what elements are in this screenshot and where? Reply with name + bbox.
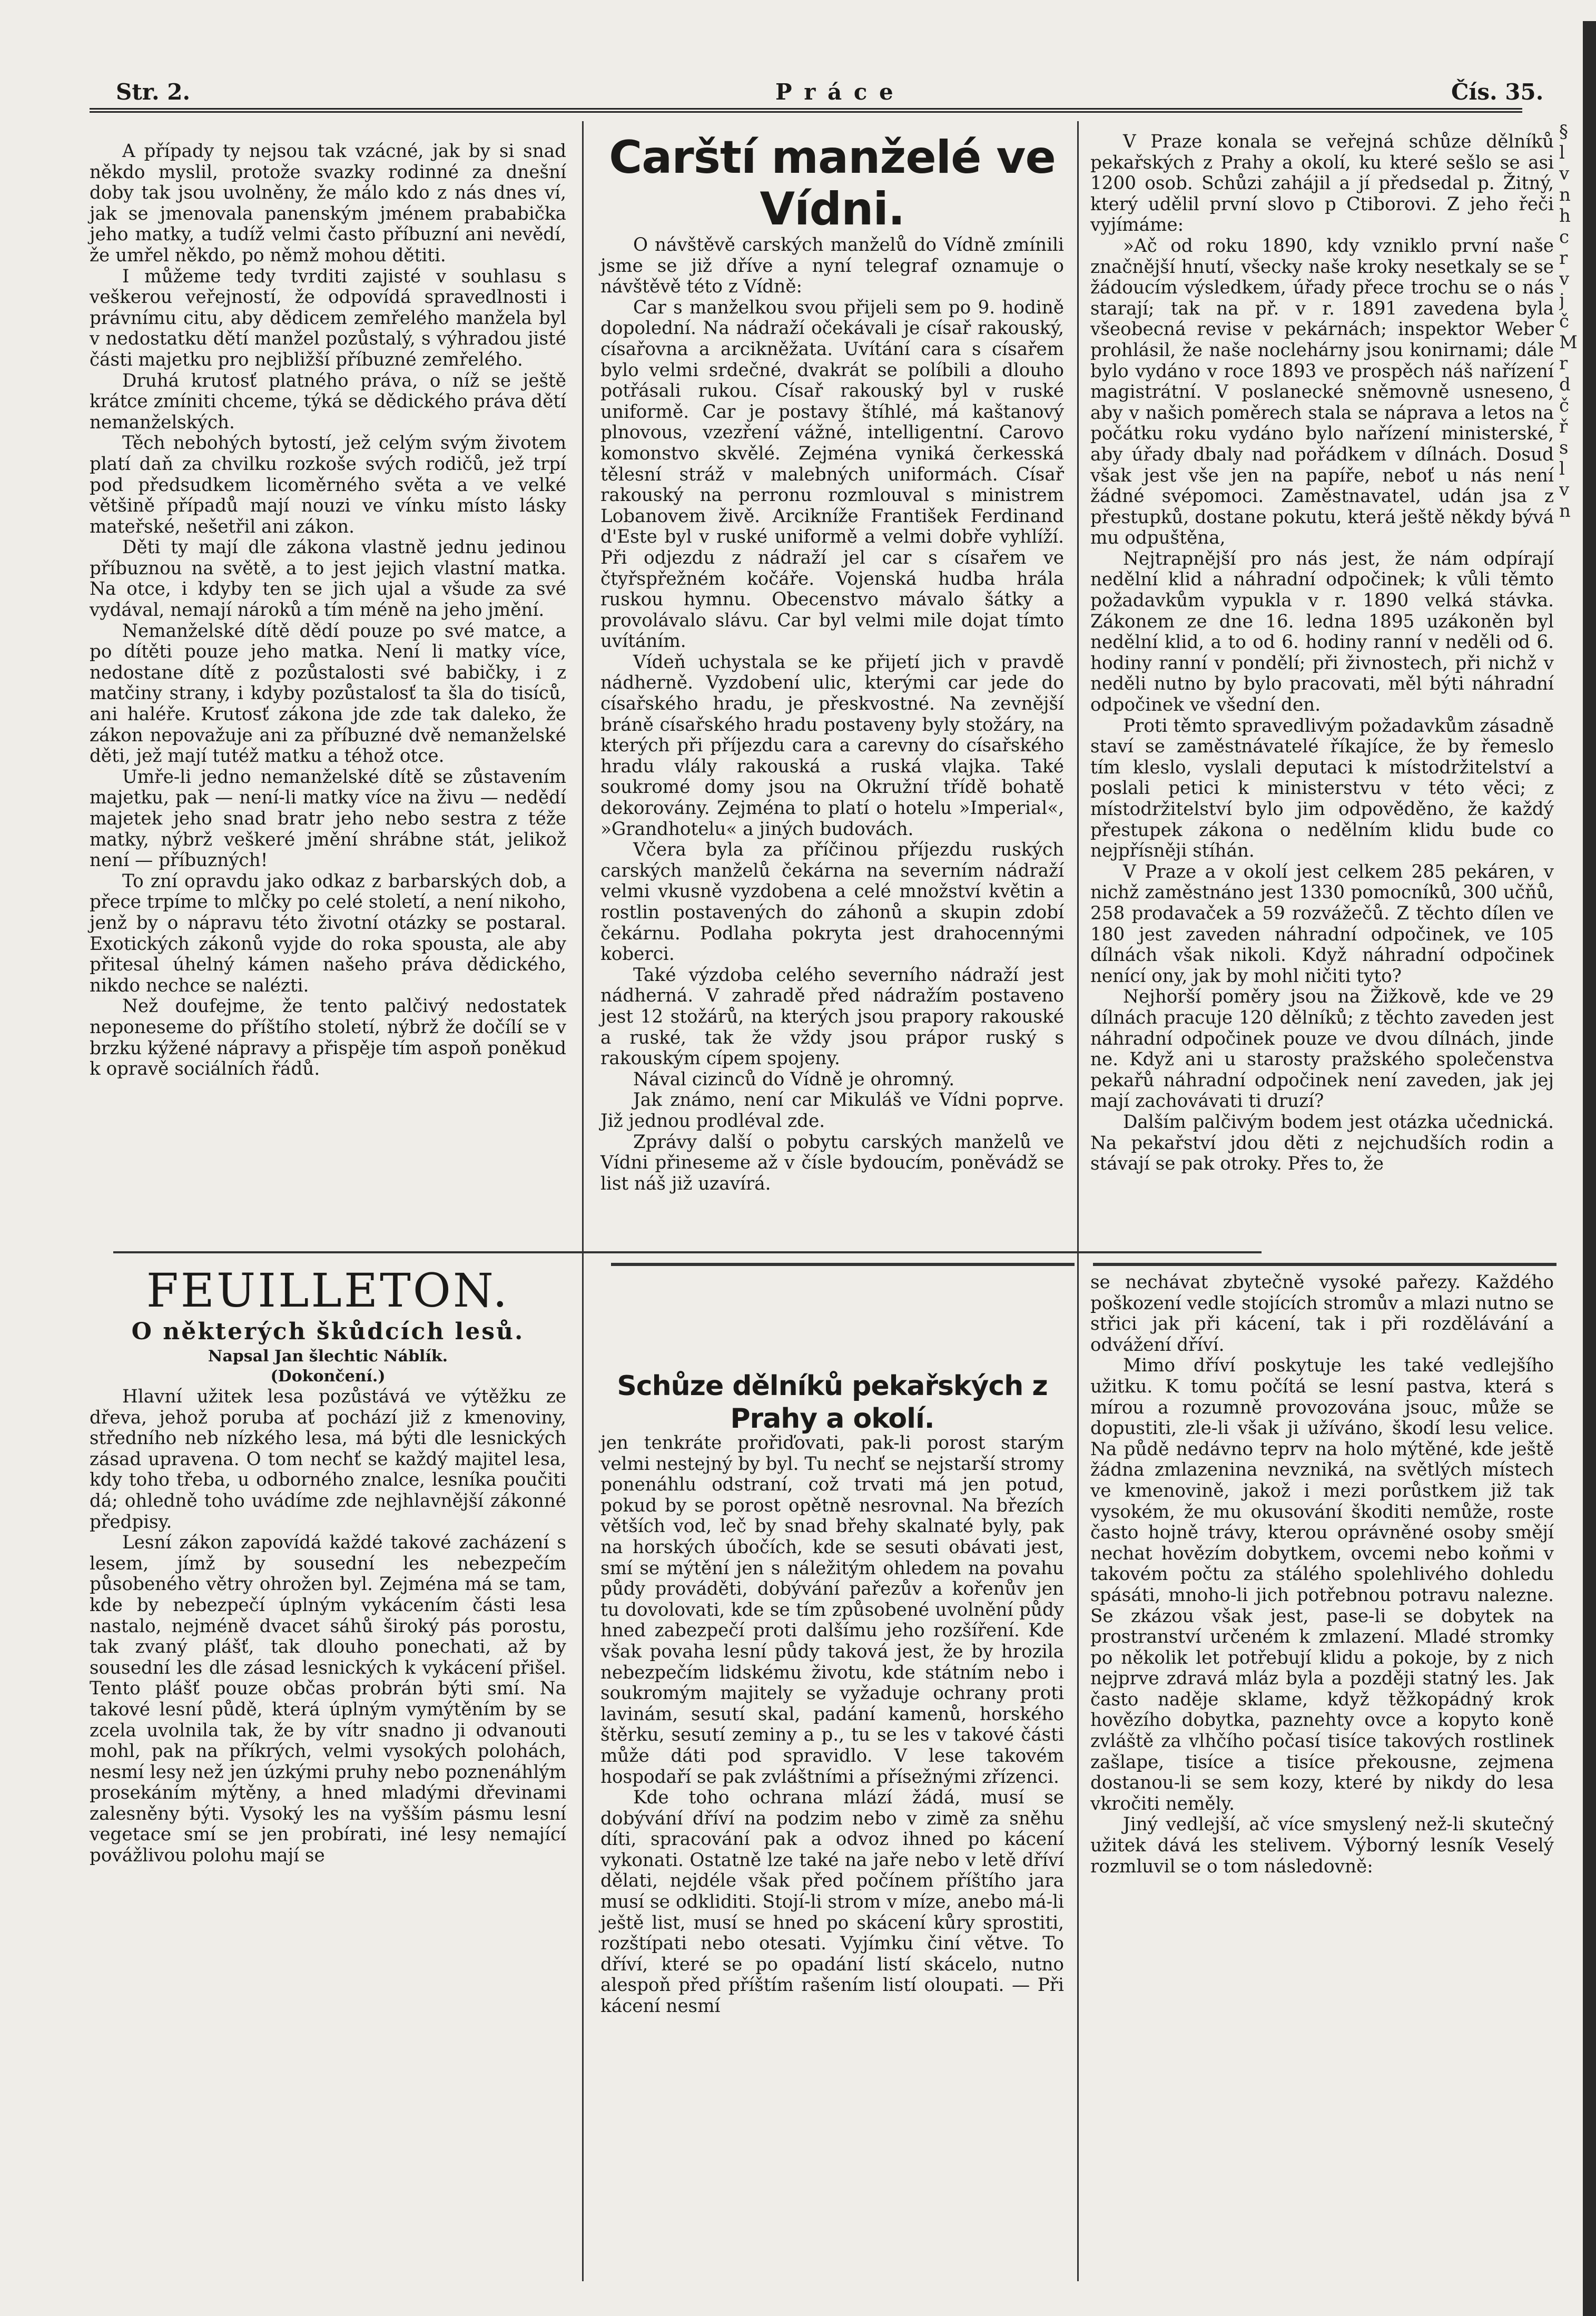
paragraph: Zprávy další o pobytu carských manželů ve Vídni přineseme až v čísle bydoucím, poněvádž se list náš již uzavírá. [600, 1131, 1064, 1194]
paragraph: Hlavní užitek lesa pozůstává ve výtěžku ze dřeva, jehož poruba ať pochází již z kmenoviny, středního neb nízkého lesa, má býti dle lesnických zásad upravena. O tom nechť se každý majitel lesa, kdy toho třeba, u odborného znalce, lesníka poučiti dá; ohledně toho uvádíme zde nejhlavnější zákonné předpisy. [90, 1386, 566, 1533]
paragraph: se nechávat zbytečně vysoké pařezy. Každého poškození vedle stojících stromův a mlazi nutno se střici jak při kácení, tak i při rozdělávání a odvážení dříví. [1090, 1272, 1554, 1356]
paragraph: Děti ty mají dle zákona vlastně jednu jedinou příbuznou na světě, a to jest jejich vlastní matka. Na otce, i kdyby ten se jich ujal a všude za své vydával, nemají nároků a tím méně na jeho jmění. [90, 537, 566, 621]
page-edge [1583, 21, 1596, 2316]
paragraph: V Praze a v okolí jest celkem 285 pekáren, v nichž zaměstnáno jest 1330 pomocníků, 300 učňů, 258 prodavaček a 59 rozvážečů. Z těchto dílen ve 180 jest zaveden náhradní odpočinek, ve 105 dílnách však nikoli. Když náhradní odpočinek nenící ony, jak by mohl ničiti tyto? [1090, 861, 1554, 987]
article-bakers-meeting-start [600, 1370, 1064, 1435]
feuilleton-heading: FEUILLETON. [146, 1263, 510, 1318]
article-bakers-meeting [1090, 132, 1554, 1175]
paragraph: Jak známo, není car Mikuláš ve Vídni poprve. Již jednou prodléval zde. [600, 1090, 1064, 1132]
issue-number: Čís. 35. [1451, 79, 1544, 105]
paragraph: »Ač od roku 1890, kdy vzniklo první naše značnější hnutí, všecky naše kroky nesetkaly se se žádoucím výsledkem, úřady přece trochu se o nás starají; tak na př. v r. 1891 zavedena byla všeobecná revise v pekárnách; inspektor Weber prohlásil, že naše noclehárny jsou konirnami; dále bylo vydáno v roce 1893 ve prospěch náš nařízení magistrátní. V poslanecké sněmovně usneseno, aby v našich poměrech stala se náprava a letos na počátku roku vydáno bylo nařízení ministerské, aby úřady dbaly nad pořádkem v dílnách. Dosud však jest vše jen na papíře, neboť u nás není žádné svépomoci. Zaměstnavatel, udán jsa z přestupků, dostane pokutu, která ještě někdy bývá mu odpuštěna, [1090, 235, 1554, 549]
continuation-note: (Dokončení.) [270, 1367, 386, 1386]
masthead-title: P r á c e [775, 79, 895, 105]
section-rule-right [1093, 1263, 1556, 1266]
adjacent-page-margin-text: § l v n h c r v j č M r d č ř s l v n [1559, 121, 1578, 522]
paragraph: Druhá krutosť platného práva, o níž se ještě krátce zmíniti chceme, týká se dědického práva dětí nemanželských. [90, 370, 566, 433]
paragraph: Nával cizinců do Vídně je ohromný. [633, 1068, 955, 1090]
paragraph: Nemanželské dítě dědí pouze po své matce, a po dítěti pouze jeho matka. Není li matky více, nedostane dítě z pozůstalosti své babičky, i z matčiny strany, i kdyby pozůstalosť ta šla do tisíců, ani haléře. Krutosť zákona jde zde tak daleko, že zákon nepovažuje ani za příbuzné dvě nemanželské děti, jež mají tutéž matku a téhož otce. [90, 620, 566, 767]
section-rule-middle [611, 1263, 1075, 1266]
byline: Napsal Jan šlechtic Náblík. [208, 1347, 448, 1366]
paragraph: Mimo dříví poskytuje les také vedlejšího užitku. K tomu počítá se lesní pastva, která s mírou a rozumně provozována jsouc, může se dopustiti, zle-li však ji užíváno, škodí lesu velice. Na půdě nedávno teprv na holo mýtěné, kde ještě žádna zmlazenina nevzniká, na světlých místech ve kmenovině, jakož i mezi porůstkem již tak vysokém, že mu okusování škoditi nemůže, roste často hojně trávy, kterou oprávněné osoby smějí nechat hovězím dobytkem, ovcemi nebo koňmi v takovém počtu za stálého spolehlivého dohledu spásáti, mnoho-li jich potřebnou potravu nalezne. Se zkázou však jest, pase-li se dobytek na prostranství určeném k zmlazení. Mladé stromky po několik let potřebují klidu a pokoje, by z nich nejprve zdravá mláz byla a později statný les. Jak často naděje sklame, když těžkopádný krok hovězího dobytka, paznehty ovce a kopyto koně zvláště za vlhčího počasí tisíce takových rostlinek zašlape, tisíce a tisíce překousne, zejmena dostanou-li se sem kozy, které by nikdy do lesa vkročiti neměly. [1090, 1355, 1554, 1814]
paragraph: Proti těmto spravedlivým požadavkům zásadně staví se zaměstnávatelé říkajíce, že by řemeslo tím kleslo, vyslali deputaci k místodržitelství a poslali petici k ministerstvu v této věci; z místodržitelství bylo jim odpověděno, že každý přestupek zákona o nedělním klidu bude co nejpřísněji stíhán. [1090, 715, 1554, 862]
feuilleton-title: O některých škůdcích lesů. [131, 1318, 525, 1345]
paragraph: Nejhorší poměry jsou na Žižkově, kde ve 29 dílnách pracuje 120 dělníků; z těchto zaveden jest náhradní odpočinek pouze ve dvou dílnách, jinde ne. Když ani u starosty pražského společenstva pekařů náhradní odpočinek není zaveden, jak jej mají zachovávati ti druzí? [1090, 986, 1554, 1112]
article-inheritance [90, 141, 566, 1080]
paragraph: jen tenkráte prořiďovati, pak-li porost starým velmi nestejný by byl. Tu nechť se nejstarší stromy ponenáhlu odstraní, což trvati má jen potud, pokud by se porost opětně nesrovnal. Na březích větších vod, leč by snad břehy skalnaté byly, pak na horských úbočích, kde se sesuti obávati jest, smí se mýtění jen s náležitým ohledem na povahu půdy prováděti, dobývání pařezův a kořenův jen tu dovolovati, kde se tím způsobené uvolnění půdy hned zabezpečí proti dalšímu jeho rozšíření. Kde však povaha lesní půdy taková jest, že by hrozila nebezpečím lidskému životu, kde státním nebo i soukromým majitely se vyžaduje ochrany proti lavinám, sesutí skal, padání kamenů, horského štěrku, sesutí zeminy a p., tu se les v takové části může dáti pod spravidlo. V lese takovém hospodaří se pak zvláštními a přísežnými zřízenci. [600, 1432, 1064, 1788]
paragraph: Car s manželkou svou přijeli sem po 9. hodině dopolední. Na nádraží očekávali je císař rakouský, císařovna a arcikněžata. Uvítání cara s císařem bylo velmi srdečné, dvakrát se políbili a dlouho potřásali rukou. Císař rakouský byl v ruské uniformě. Car je postavy štíhlé, má kaštanový plnovous, vzezření vážné, intelligentní. Carovo komonstvo skvělé. Zejména vyniká čerkesská tělesní stráž v malebných uniformách. Císař rakouský na perronu rozmlouval s ministrem Lobanovem živě. Arcikníže František Ferdinand d'Este byl v ruské uniformě a velmi dobře vyhlíží. Při odjezdu z nádraží jel car s císařem ve čtyřspřežném kočáře. Vojenská hudba hrála ruskou hymnu. Obecenstvo mávalo šátky a provolávalo slávu. Car byl velmi mile dojat tímto uvítáním. [600, 297, 1064, 652]
paragraph: A případy ty nejsou tak vzácné, jak by si snad někdo myslil, protože svazky rodinné za dnešní doby tak jsou uvolněny, že málo kdo z nás dnes ví, jak se jmenovala panenským jménem prababička jeho matky, a tudíž velmi často příbuzní ani nevědí, že umřel někdo, po němž mohou dětiti. [90, 141, 566, 266]
paragraph: Než doufejme, že tento palčivý nedostatek neponeseme do příštího století, nýbrž že dočílí se v brzku kýžené nápravy a přispěje tím aspoň poněkud k opravě sociálních řádů. [90, 996, 566, 1080]
paragraph: O návštěvě carských manželů do Vídně zmínili jsme se již dříve a nyní telegraf oznamuje o návštěvě této z Vídně: [600, 234, 1064, 298]
paragraph: I můžeme tedy tvrditi zajisté v souhlasu s veškerou veřejností, že odpovídá spravedlnosti i právnímu citu, aby dědicem zemřelého manžela byl v nedostatku dětí manžel pozůstalý, s výhradou jisté části majetku pro nejbližší příbuzné zemřelého. [90, 266, 566, 370]
paragraph: Umře-li jedno nemanželské dítě se zůstavením majetku, pak — není-li matky více na živu — nedědí majetek jeho snad bratr jeho nebo sestra z téže matky, nýbrž veškeré jmění shrábne stát, jelikož není — příbuzných! [90, 766, 566, 871]
paragraph: Také výzdoba celého severního nádraží jest nádherná. V zahradě před nádražím postaveno jest 12 stožárů, na kterých jsou prapory rakouské a ruské, tak že vždy jsou prápor ruský s rakouským cípem spojeny. [600, 964, 1064, 1069]
paragraph: V Praze konala se veřejná schůze dělníků pekařských z Prahy a okolí, ku které sešlo se asi 1200 osob. Schůzi zahájil a jí předsedal p. Žitný, který udělil první slovo p Ctiborovi. Z jeho řeči vyjímáme: [1090, 131, 1554, 236]
article-tsar-visit [600, 132, 1064, 1194]
page-number: Str. 2. [116, 79, 191, 105]
feuilleton-section [90, 1264, 566, 1867]
paragraph: Kde toho ochrana mlází žádá, musí se dobývání dříví na podzim nebo v zimě za sněhu díti, spracování pak a odvoz ihned po kácení vykonati. Ostatně lze také na jaře nebo v letě dříví dělati, nejdéle však před počínem příštího jara musí se odkliditi. Stojí-li strom v míze, anebo má-li ještě list, musí se hned po skácení kůry sprostiti, rozštípati nebo otesati. Vyjímku činí větve. To dříví, které se po opadání listí skácelo, nutno alespoň před příštím rašením listí oloupati. — Při kácení nesmí [600, 1787, 1064, 2017]
column-divider-left [582, 121, 584, 2281]
paragraph: Dalším palčivým bodem jest otázka učednická. Na pekařství jdou děti z nejchudších rodin a stávají se pak otroky. Přes to, že [1090, 1111, 1554, 1175]
header-rule [90, 108, 1522, 113]
paragraph: Jiný vedlejší, ač více smyslený než-li skutečný užitek dává les stelivem. Výborný lesník Veselý rozmluvil se o tom následovně: [1090, 1814, 1554, 1877]
article-title: Schůze dělníků pekařských z Prahy a okolí. [617, 1370, 1048, 1435]
feuilleton-rule [113, 1251, 1262, 1253]
paragraph: Vídeň uchystala se ke přijetí jich v pravdě nádherně. Vyzdobení ulic, kterými car jede do císařského hradu, je přeskvostné. Na zevnější bráně císařského hradu postaveny byly stožáry, na kterých při příjezdu cara a carevny do císařského hradu vlály rakouská a ruská vlajka. Také soukromé domy jsou na Okružní třídě bohatě dekorovány. Zejména to platí o hotelu »Imperial«, »Grandhotelu« a jiných budovách. [600, 651, 1064, 840]
paragraph: Včera byla za příčinou příjezdu ruských carských manželů čekárna na severním nádraží velmi vkusně vyzdobena a celé množství květin a rostlin postavených do záhonů a skupin zdobí čekárnu. Podlaha pokryta jest drahocennými koberci. [600, 839, 1064, 965]
feuilleton-continuation-right [1090, 1272, 1554, 1877]
column-divider-right [1077, 121, 1079, 2281]
feuilleton-continuation-middle [600, 1433, 1064, 2017]
paragraph: Těch nebohých bytostí, jež celým svým životem platí daň za chvilku rozkoše svých rodičů, jež trpí pod předsudkem licoměrného světa a ve velké většině případů mají nouzi ve vínku místo lásky mateřské, nešetřil ani zákon. [90, 433, 566, 537]
paragraph: Lesní zákon zapovídá každé takové zacházení s lesem, jímž by sousední les nebezpečím působeného větry ohrožen byl. Zejména má se tam, kde by nebezpečí úplným vykácením části lesa nastalo, nejméně dvacet sáhů široký pás porostu, tak zvaný plášť, tak dlouho ponechati, až by sousední les dle zásad lesnických k vykácení přišel. Tento plášť pouze občas probrán býti smí. Na takové lesní půdě, která úplným vymýtěním by se zcela uvolnila tak, že by vítr snadno ji odvanouti mohl, pak na příkrých, velmi vysokých polohách, nesmí lesy než jen úzkými pruhy nebo poznenáhlým prosekáním mýtěny, a hned mladými dřevinami zalesněny býti. Vysoký les na vyšším pásmu lesní vegetace smí se jen probírati, iné lesy nemající povážlivou polohu mají se [90, 1532, 566, 1867]
article-title: Carští manželé ve Vídni. [609, 131, 1056, 235]
paragraph: To zní opravdu jako odkaz z barbarských dob, a přece trpíme to mlčky po celé století, a není nikoho, jenž by o nápravu této životní otázky se postaral. Exotických zákonů vyjde do roka spousta, ale aby přitesal úhelný kámen našeho práva dědického, nikdo nechce se nalézti. [90, 870, 566, 996]
paragraph: Nejtrapnější pro nás jest, že nám odpírají nedělní klid a náhradní odpočinek; k vůli těmto požadavkům vypukla v r. 1890 velká stávka. Zákonem ze dne 16. ledna 1895 uzákoněn byl nedělní klid, a to od 6. hodiny ranní v neděli od 6. hodiny ranní v pondělí; při živnostech, při nichž v neděli nutno by bylo pracovati, měl býti náhradní odpočinek ve všední den. [1090, 548, 1554, 716]
